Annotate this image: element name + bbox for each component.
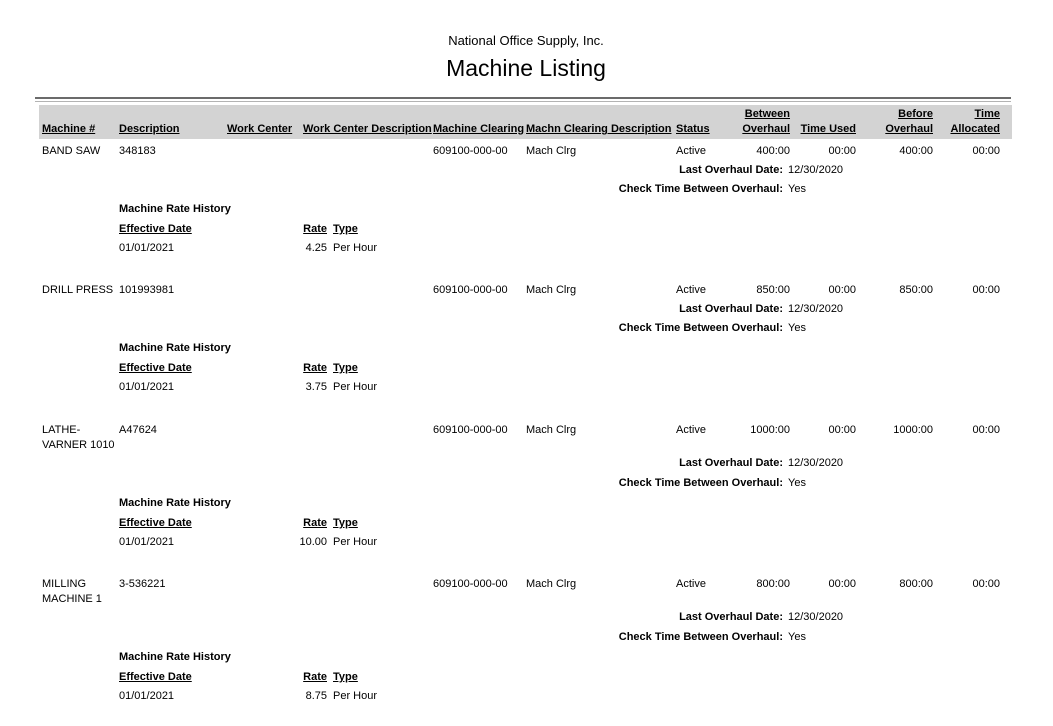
rate-value: 3.75 [305,381,327,393]
machine-rate-history-label: Machine Rate History [119,651,231,663]
rate-history-header-row [0,222,1053,237]
rate-value: 10.00 [299,536,327,548]
rate-header: Rate [303,671,327,683]
type-header: Type [333,517,358,529]
title-divider-dark [35,97,1011,99]
last-overhaul-date-label: Last Overhaul Date: [679,164,783,176]
rate-history-header-row [0,516,1053,531]
machine-description: 101993981 [119,284,175,296]
last-overhaul-date-row [0,302,1053,317]
machine-rate-history-row [0,650,1053,665]
effective-date-header: Effective Date [119,517,192,529]
machine-clearing-description: Mach Clrg [526,284,577,296]
last-overhaul-date-row [0,456,1053,471]
effective-date-header: Effective Date [119,223,192,235]
column-header-between-overhaul-line2: Overhaul [742,123,790,135]
machine-clearing-account: 609100-000-00 [433,578,508,590]
column-header-time-allocated-line1: Time [974,108,1000,120]
type-header: Type [333,362,358,374]
last-overhaul-date-value: 12/30/2020 [788,457,844,469]
last-overhaul-date-value: 12/30/2020 [788,303,844,315]
machine-clearing-description: Mach Clrg [526,578,577,590]
time-allocated-value: 00:00 [972,578,1000,590]
time-used-value: 00:00 [828,284,856,296]
last-overhaul-date-value: 12/30/2020 [788,164,844,176]
rate-type-value: Per Hour [333,536,378,548]
last-overhaul-date-value: 12/30/2020 [788,611,844,623]
effective-date-value: 01/01/2021 [119,536,175,548]
time-allocated-value: 00:00 [972,145,1000,157]
check-time-between-overhaul-label: Check Time Between Overhaul: [618,322,783,334]
rate-header: Rate [303,362,327,374]
before-overhaul-value: 800:00 [899,578,933,590]
time-allocated-value: 00:00 [972,284,1000,296]
check-time-between-overhaul-row [0,630,1053,645]
title-divider-light [35,101,1011,102]
machine-main-row [0,423,1053,451]
time-used-value: 00:00 [828,424,856,436]
check-time-between-overhaul-label: Check Time Between Overhaul: [618,631,783,643]
machine-clearing-account: 609100-000-00 [433,284,508,296]
before-overhaul-value: 850:00 [899,284,933,296]
rate-history-header-row [0,361,1053,376]
type-header: Type [333,671,358,683]
machine-rate-history-row [0,496,1053,511]
machine-rate-history-row [0,341,1053,356]
rate-type-value: Per Hour [333,242,378,254]
before-overhaul-value: 1000:00 [893,424,933,436]
machine-status: Active [676,284,706,296]
machine-description: A47624 [119,424,157,436]
machine-clearing-description: Mach Clrg [526,145,577,157]
report-title: Machine Listing [446,55,606,81]
table-header-row-line2 [0,122,1053,137]
between-overhaul-value: 800:00 [756,578,790,590]
machine-rate-history-row [0,202,1053,217]
between-overhaul-value: 400:00 [756,145,790,157]
check-time-between-overhaul-row [0,321,1053,336]
column-header-time-allocated-line2: Allocated [950,123,1000,135]
effective-date-value: 01/01/2021 [119,242,175,254]
last-overhaul-date-label: Last Overhaul Date: [679,303,783,315]
before-overhaul-value: 400:00 [899,145,933,157]
rate-history-value-row [0,689,1053,704]
column-header-before-overhaul-line1: Before [898,108,933,120]
check-time-between-overhaul-value: Yes [788,477,806,489]
machine-number: BAND SAW [42,145,101,157]
check-time-between-overhaul-value: Yes [788,183,806,195]
machine-clearing-description: Mach Clrg [526,424,577,436]
check-time-between-overhaul-label: Check Time Between Overhaul: [618,183,783,195]
check-time-between-overhaul-value: Yes [788,322,806,334]
column-header-time-used: Time Used [800,123,856,135]
machine-main-row [0,577,1053,605]
machine-main-row [0,144,1053,159]
time-allocated-value: 00:00 [972,424,1000,436]
column-header-machn-clearing-description: Machn Clearing Description [526,123,672,135]
column-header-before-overhaul-line2: Overhaul [885,123,933,135]
rate-history-value-row [0,241,1053,256]
check-time-between-overhaul-row [0,476,1053,491]
last-overhaul-date-label: Last Overhaul Date: [679,457,783,469]
machine-rate-history-label: Machine Rate History [119,342,231,354]
machine-description: 348183 [119,145,156,157]
machine-number: DRILL PRESS [42,284,114,296]
column-header-between-overhaul-line1: Between [744,108,790,120]
effective-date-header: Effective Date [119,671,192,683]
last-overhaul-date-label: Last Overhaul Date: [679,611,783,623]
table-header-row-line1 [0,107,1053,122]
between-overhaul-value: 1000:00 [750,424,790,436]
company-name: National Office Supply, Inc. [448,33,604,48]
type-header: Type [333,223,358,235]
machine-status: Active [676,578,706,590]
check-time-between-overhaul-label: Check Time Between Overhaul: [618,477,783,489]
column-header-status: Status [676,123,710,135]
column-header-description: Description [119,123,180,135]
time-used-value: 00:00 [828,145,856,157]
rate-value: 4.25 [305,242,327,254]
time-used-value: 00:00 [828,578,856,590]
check-time-between-overhaul-row [0,182,1053,197]
rate-type-value: Per Hour [333,690,378,702]
rate-history-header-row [0,670,1053,685]
effective-date-value: 01/01/2021 [119,690,175,702]
machine-number: MILLING MACHINE 1 [42,578,102,605]
machine-rate-history-label: Machine Rate History [119,203,231,215]
rate-history-value-row [0,380,1053,395]
rate-value: 8.75 [305,690,327,702]
rate-type-value: Per Hour [333,381,378,393]
check-time-between-overhaul-value: Yes [788,631,806,643]
column-header-work-center: Work Center [227,123,293,135]
machine-description: 3-536221 [119,578,166,590]
rate-header: Rate [303,517,327,529]
last-overhaul-date-row [0,610,1053,625]
column-header-work-center-description: Work Center Description [303,123,432,135]
machine-rate-history-label: Machine Rate History [119,497,231,509]
machine-status: Active [676,424,706,436]
machine-clearing-account: 609100-000-00 [433,145,508,157]
last-overhaul-date-row [0,163,1053,178]
column-header-machine-number: Machine # [42,123,96,135]
rate-header: Rate [303,223,327,235]
column-header-machine-clearing: Machine Clearing [433,123,525,135]
effective-date-value: 01/01/2021 [119,381,175,393]
between-overhaul-value: 850:00 [756,284,790,296]
machine-number: LATHE-VARNER 1010 [42,424,115,451]
machine-clearing-account: 609100-000-00 [433,424,508,436]
effective-date-header: Effective Date [119,362,192,374]
rate-history-value-row [0,535,1053,550]
machine-main-row [0,283,1053,298]
machine-status: Active [676,145,706,157]
